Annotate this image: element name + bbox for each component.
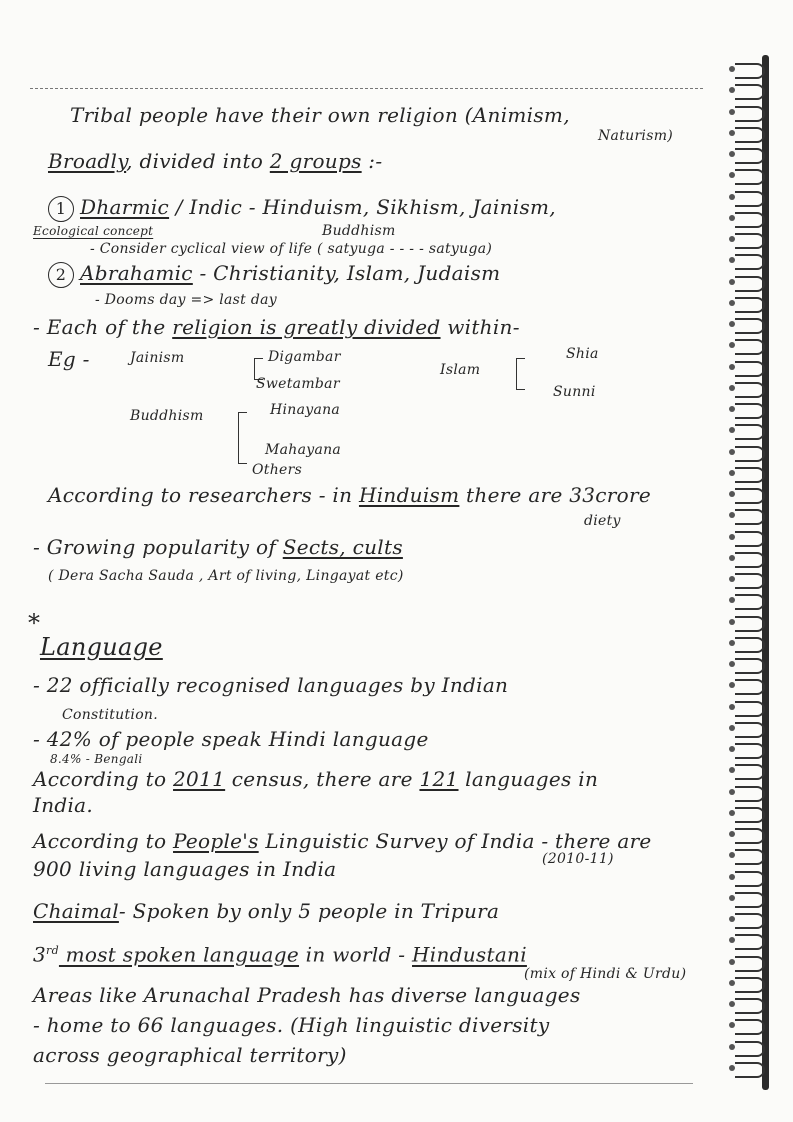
binding-ring	[735, 913, 765, 929]
line-third: 3rd most spoken language in world - Hindustani	[33, 942, 527, 967]
jainism-label: Jainism	[130, 350, 185, 366]
buddhism-bracket	[238, 412, 247, 464]
binding-ring	[735, 467, 765, 483]
binding-ring	[735, 892, 765, 908]
binding-ring	[735, 361, 765, 377]
binding-ring	[735, 1062, 765, 1078]
item-dharmic-cont: Buddhism	[322, 223, 396, 239]
item-abrahamic: 2 Abrahamic - Christianity, Islam, Judaism	[48, 262, 500, 288]
binding-hole	[729, 555, 735, 561]
binding-hole	[729, 661, 735, 667]
binding-ring	[735, 573, 765, 589]
binding-hole	[729, 980, 735, 986]
line-survey-cont: 900 living languages in India	[33, 857, 337, 881]
binding-ring	[735, 318, 765, 334]
binding-hole	[729, 725, 735, 731]
binding-ring	[735, 382, 765, 398]
line-official-cont: Constitution.	[62, 707, 158, 723]
line-tribal: Tribal people have their own religion (Animism,	[70, 103, 570, 127]
binding-ring	[735, 658, 765, 674]
binding-hole	[729, 109, 735, 115]
line-census: According to 2011 census, there are 121 languages in	[33, 767, 599, 791]
binding-hole	[729, 66, 735, 72]
islam-bracket	[516, 358, 525, 390]
language-heading: Language	[40, 633, 163, 661]
binding-hole	[729, 1065, 735, 1071]
binding-hole	[729, 874, 735, 880]
binding-ring	[735, 679, 765, 695]
binding-hole	[729, 385, 735, 391]
binding-hole	[729, 704, 735, 710]
line-broadly: Broadly, divided into 2 groups :-	[48, 149, 383, 173]
binding-ring	[735, 934, 765, 950]
line-survey: According to People's Linguistic Survey of India - there are	[33, 829, 652, 853]
binding-hole	[729, 576, 735, 582]
binding-hole	[729, 470, 735, 476]
doomsday-note: - Dooms day => last day	[95, 292, 277, 308]
digambar-label: Digambar	[268, 349, 341, 365]
binding-hole	[729, 151, 735, 157]
ecological-concept: Ecological concept	[33, 224, 154, 238]
binding-ring	[735, 254, 765, 270]
binding-ring	[735, 339, 765, 355]
buddhism-label: Buddhism	[130, 408, 204, 424]
islam-label: Islam	[440, 362, 481, 378]
line-bengali: 8.4% - Bengali	[50, 752, 143, 766]
binding-spine	[762, 55, 769, 1090]
binding-hole	[729, 491, 735, 497]
binding-ring	[735, 637, 765, 653]
binding-hole	[729, 449, 735, 455]
binding-hole	[729, 130, 735, 136]
binding-ring	[735, 977, 765, 993]
binding-ring	[735, 84, 765, 100]
binding-hole	[729, 1001, 735, 1007]
binding-hole	[729, 810, 735, 816]
line-sects: - Growing popularity of Sects, cults	[33, 535, 403, 559]
binding-ring	[735, 191, 765, 207]
binding-ring	[735, 127, 765, 143]
binding-ring	[735, 446, 765, 462]
binding-ring	[735, 722, 765, 738]
sects-examples: ( Dera Sacha Sauda , Art of living, Lingayat etc)	[48, 568, 404, 584]
binding-hole	[729, 959, 735, 965]
binding-hole	[729, 215, 735, 221]
binding-ring	[735, 743, 765, 759]
eg-label: Eg -	[48, 347, 90, 371]
binding-ring	[735, 786, 765, 802]
binding-ring	[735, 63, 765, 79]
binding-ring	[735, 552, 765, 568]
spiral-binding	[725, 55, 775, 1095]
hindustani-note: (mix of Hindi & Urdu)	[524, 966, 687, 982]
binding-ring	[735, 424, 765, 440]
hinayana-label: Hinayana	[270, 402, 341, 418]
binding-ring	[735, 807, 765, 823]
binding-ring	[735, 297, 765, 313]
binding-ring	[735, 1041, 765, 1057]
bottom-rule	[45, 1083, 693, 1084]
line-across: across geographical territory)	[33, 1043, 347, 1067]
cyclical-note: - Consider cyclical view of life ( satyuga - - - - satyuga)	[90, 241, 493, 257]
binding-ring	[735, 169, 765, 185]
star-mark: *	[28, 609, 41, 637]
binding-ring	[735, 594, 765, 610]
binding-hole	[729, 534, 735, 540]
binding-ring	[735, 276, 765, 292]
binding-ring	[735, 106, 765, 122]
shia-label: Shia	[566, 346, 599, 362]
mahayana-label: Mahayana	[265, 442, 342, 458]
line-census-cont: India.	[33, 793, 94, 817]
swetambar-label: Swetambar	[256, 376, 340, 392]
binding-ring	[735, 616, 765, 632]
binding-ring	[735, 233, 765, 249]
line-chaimal: Chaimal- Spoken by only 5 people in Tripura	[33, 899, 500, 923]
line-each: - Each of the religion is greatly divided within-	[33, 315, 520, 339]
binding-hole	[729, 789, 735, 795]
binding-hole	[729, 300, 735, 306]
diety-label: diety	[584, 513, 621, 529]
binding-ring	[735, 212, 765, 228]
binding-hole	[729, 831, 735, 837]
binding-ring	[735, 871, 765, 887]
survey-year: (2010-11)	[542, 851, 614, 867]
top-rule	[30, 88, 703, 89]
binding-ring	[735, 148, 765, 164]
binding-hole	[729, 1044, 735, 1050]
binding-hole	[729, 916, 735, 922]
binding-ring	[735, 1019, 765, 1035]
binding-ring	[735, 849, 765, 865]
binding-hole	[729, 746, 735, 752]
binding-ring	[735, 998, 765, 1014]
binding-hole	[729, 619, 735, 625]
binding-ring	[735, 509, 765, 525]
binding-hole	[729, 364, 735, 370]
line-hindi: - 42% of people speak Hindi language	[33, 727, 429, 751]
binding-hole	[729, 406, 735, 412]
line-home: - home to 66 languages. (High linguistic diversity	[33, 1013, 550, 1037]
binding-hole	[729, 321, 735, 327]
binding-hole	[729, 236, 735, 242]
binding-hole	[729, 279, 735, 285]
binding-ring	[735, 531, 765, 547]
line-tribal-cont: Naturism)	[598, 128, 674, 144]
item-dharmic: 1 Dharmic / Indic - Hinduism, Sikhism, Jainism,	[48, 196, 556, 222]
binding-ring	[735, 403, 765, 419]
others-label: Others	[252, 462, 303, 478]
line-official: - 22 officially recognised languages by Indian	[33, 673, 509, 697]
binding-ring	[735, 956, 765, 972]
binding-hole	[729, 895, 735, 901]
binding-ring	[735, 764, 765, 780]
binding-ring	[735, 488, 765, 504]
binding-ring	[735, 828, 765, 844]
line-areas: Areas like Arunachal Pradesh has diverse languages	[33, 983, 581, 1007]
binding-hole	[729, 194, 735, 200]
line-researchers: According to researchers - in Hinduism there are 33crore	[48, 483, 651, 507]
binding-ring	[735, 701, 765, 717]
sunni-label: Sunni	[553, 384, 596, 400]
binding-hole	[729, 640, 735, 646]
